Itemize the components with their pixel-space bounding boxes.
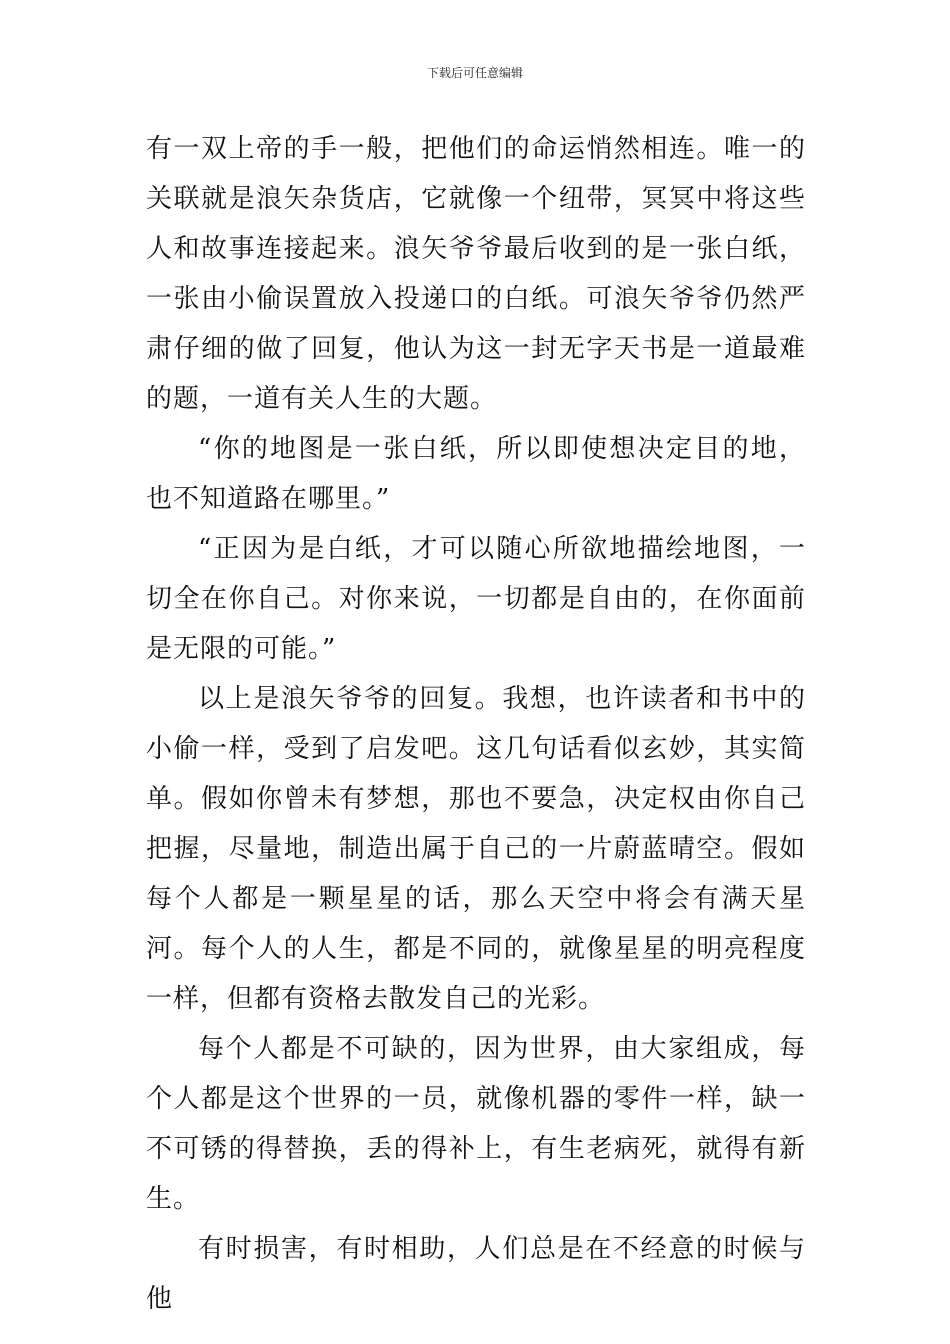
paragraph-6: 有时损害，有时相助，人们总是在不经意的时候与他 xyxy=(146,1234,806,1314)
paragraph-5: 每个人都是不可缺的，因为世界，由大家组成，每个人都是这个世界的一员，就像机器的零件一样，缺一不可锈的得替换，丢的得补上，有生老病死，就得有新生。 xyxy=(146,1034,806,1214)
paragraph-3: “正因为是白纸，才可以随心所欲地描绘地图，一切全在你自己。对你来说，一切都是自由的，在你面前是无限的可能。” xyxy=(146,534,806,664)
paragraph-2: “你的地图是一张白纸，所以即使想决定目的地，也不知道路在哪里。” xyxy=(146,434,806,514)
paragraph-1: 有一双上帝的手一般，把他们的命运悄然相连。唯一的关联就是浪矢杂货店，它就像一个纽带，冥冥中将这些人和故事连接起来。浪矢爷爷最后收到的是一张白纸，一张由小偷误置放入投递口的白纸。可浪矢爷爷仍然严肃仔细的做了回复，他认为这一封无字天书是一道最难的题，一道有关人生的大题。 xyxy=(146,134,806,414)
page-header: 下载后可任意编辑 xyxy=(426,66,523,80)
document-body xyxy=(146,124,806,1324)
paragraph-4: 以上是浪矢爷爷的回复。我想，也许读者和书中的小偷一样，受到了启发吧。这几句话看似玄妙，其实简单。假如你曾未有梦想，那也不要急，决定权由你自己把握，尽量地，制造出属于自己的一片蔚蓝晴空。假如每个人都是一颗星星的话，那么天空中将会有满天星河。每个人的人生，都是不同的，就像星星的明亮程度一样，但都有资格去散发自己的光彩。 xyxy=(146,684,806,1014)
